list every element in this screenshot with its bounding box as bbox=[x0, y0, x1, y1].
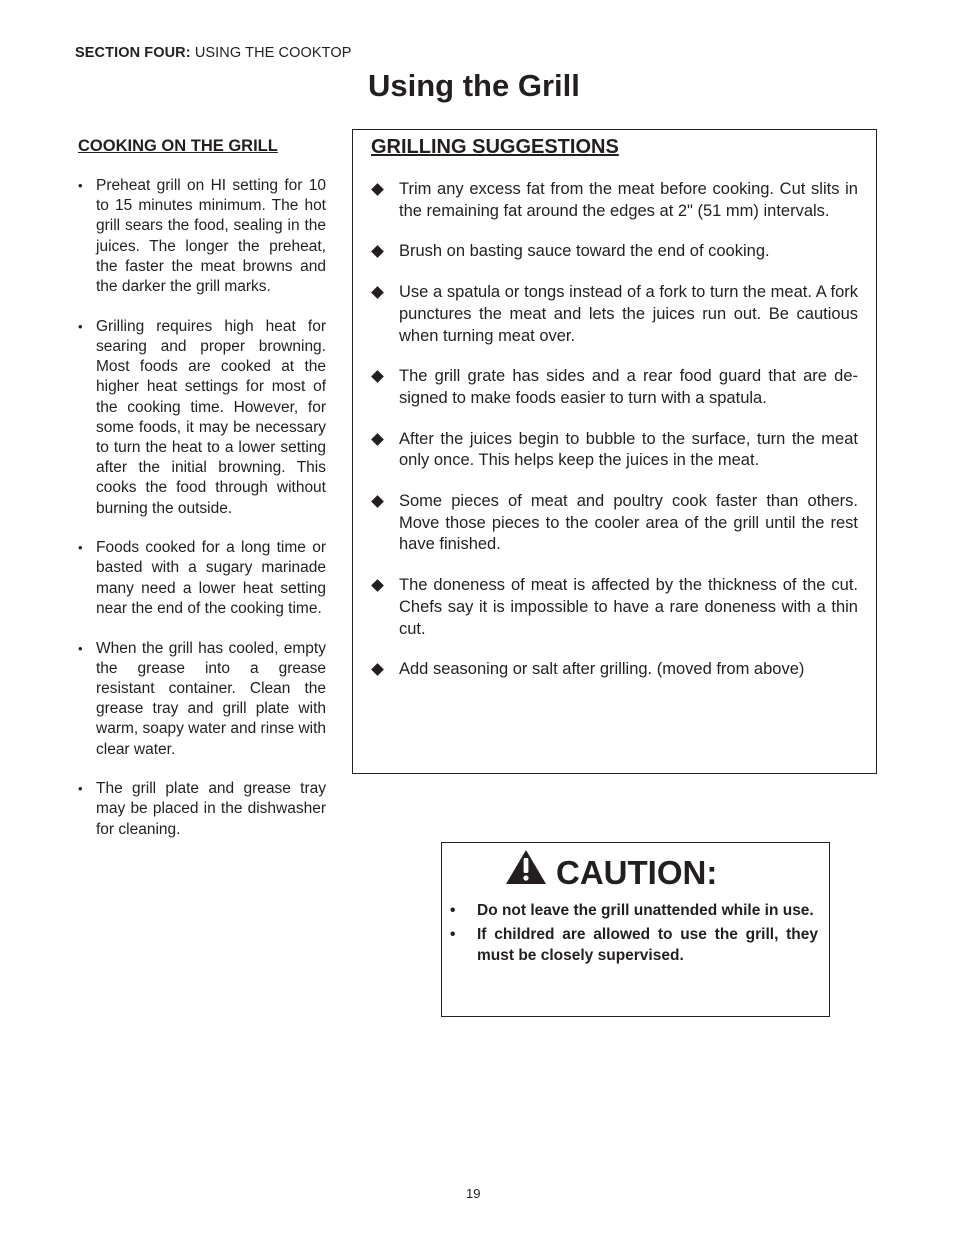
list-item bbox=[78, 176, 326, 297]
list-item-text: After the juices begin to bubble to the surface, turn the meat only once. This helps keep the juices in the meat. bbox=[399, 429, 858, 470]
list-item bbox=[372, 659, 858, 681]
section-header bbox=[75, 45, 352, 61]
list-item bbox=[78, 538, 326, 619]
list-item-text: Add seasoning or salt after grilling. (moved from above) bbox=[399, 660, 805, 679]
grilling-suggestions-list bbox=[372, 179, 858, 700]
bullet: • bbox=[450, 902, 456, 919]
list-item bbox=[450, 900, 818, 921]
list-item-text: When the grill has cooled, empty the grease into a grease resistant container. Clean the grease tray and grill plate with warm, soapy water and rinse with clear water. bbox=[96, 639, 327, 758]
diamond-bullet-icon bbox=[371, 579, 384, 592]
list-item-text: The grill grate has sides and a rear food guard that are de-signed to make foods easier to turn with a spatula. bbox=[399, 367, 858, 407]
list-item-text: Brush on basting sauce toward the end of cooking. bbox=[399, 242, 770, 261]
list-item bbox=[78, 639, 326, 760]
bullet: • bbox=[78, 318, 83, 334]
caution-list bbox=[450, 900, 818, 969]
list-item bbox=[372, 241, 858, 263]
list-item-text: Some pieces of meat and poultry cook faster than others. Move those pieces to the cooler area of the grill until the rest have finished. bbox=[399, 492, 858, 554]
list-item bbox=[372, 491, 858, 556]
cooking-on-grill-heading: COOKING ON THE GRILL bbox=[78, 137, 278, 155]
caution-box bbox=[441, 842, 830, 1017]
diamond-bullet-icon bbox=[371, 433, 384, 446]
grilling-suggestions-box bbox=[352, 129, 877, 774]
diamond-bullet-icon bbox=[371, 183, 384, 196]
list-item bbox=[372, 179, 858, 222]
list-item bbox=[78, 317, 326, 519]
warning-triangle-icon bbox=[505, 849, 547, 885]
list-item-text: Use a spatula or tongs instead of a fork to turn the meat. A fork punctures the meat and lets the juices run out. Be cautious when turning meat over. bbox=[399, 283, 858, 345]
page-number: 19 bbox=[466, 1186, 481, 1201]
page-title: Using the Grill bbox=[368, 68, 580, 103]
bullet: • bbox=[78, 640, 83, 656]
list-item bbox=[372, 429, 858, 472]
list-item-text: Foods cooked for a long time or basted with a sugary marinade many need a lower heat setting near the end of the cooking time. bbox=[96, 539, 326, 617]
bullet: • bbox=[78, 178, 83, 193]
diamond-bullet-icon bbox=[371, 370, 384, 383]
list-item-text: The grill plate and grease tray may be placed in the dishwasher for cleaning. bbox=[96, 780, 326, 838]
grilling-suggestions-heading: GRILLING SUGGESTIONS bbox=[371, 136, 619, 158]
diamond-bullet-icon bbox=[371, 663, 384, 676]
list-item bbox=[372, 575, 858, 640]
list-item-text: Do not leave the grill unattended while in use. bbox=[477, 902, 814, 919]
list-item bbox=[372, 282, 858, 347]
bullet: • bbox=[78, 540, 83, 556]
section-title: USING THE COOKTOP bbox=[194, 45, 352, 61]
list-item-text: The doneness of meat is affected by the thickness of the cut. Chefs say it is impossible to have a rare doneness with a thin cut. bbox=[399, 576, 858, 638]
list-item-text: Preheat grill on HI setting for 10 to 15 minutes minimum. The hot grill sears the food, sealing in the juices. The longer the preheat, the faster the meat browns and the darker the grill marks. bbox=[96, 177, 326, 296]
diamond-bullet-icon bbox=[371, 495, 384, 508]
bullet: • bbox=[450, 926, 456, 943]
list-item-text: Grilling requires high heat for searing and proper browning. Most foods are cooked at the higher heat settings for most of the cooking time. However, for some foods, it may be necessary to turn the heat to a lower setting after the initial browning. This cooks the food through without burning the outside. bbox=[96, 317, 326, 517]
cooking-on-grill-list bbox=[78, 176, 326, 859]
list-item-text: Trim any excess fat from the meat before cooking. Cut slits in the remaining fat around the edges at 2" (51 mm) intervals. bbox=[399, 180, 858, 220]
diamond-bullet-icon bbox=[371, 286, 384, 299]
bullet: • bbox=[78, 781, 83, 797]
list-item bbox=[450, 924, 818, 966]
list-item bbox=[372, 366, 858, 409]
caution-title: CAUTION: bbox=[556, 854, 718, 891]
diamond-bullet-icon bbox=[371, 246, 384, 259]
list-item bbox=[78, 779, 326, 840]
list-item-text: If childred are allowed to use the grill, they must be closely supervised. bbox=[477, 926, 818, 964]
section-label: SECTION FOUR: bbox=[75, 45, 191, 61]
